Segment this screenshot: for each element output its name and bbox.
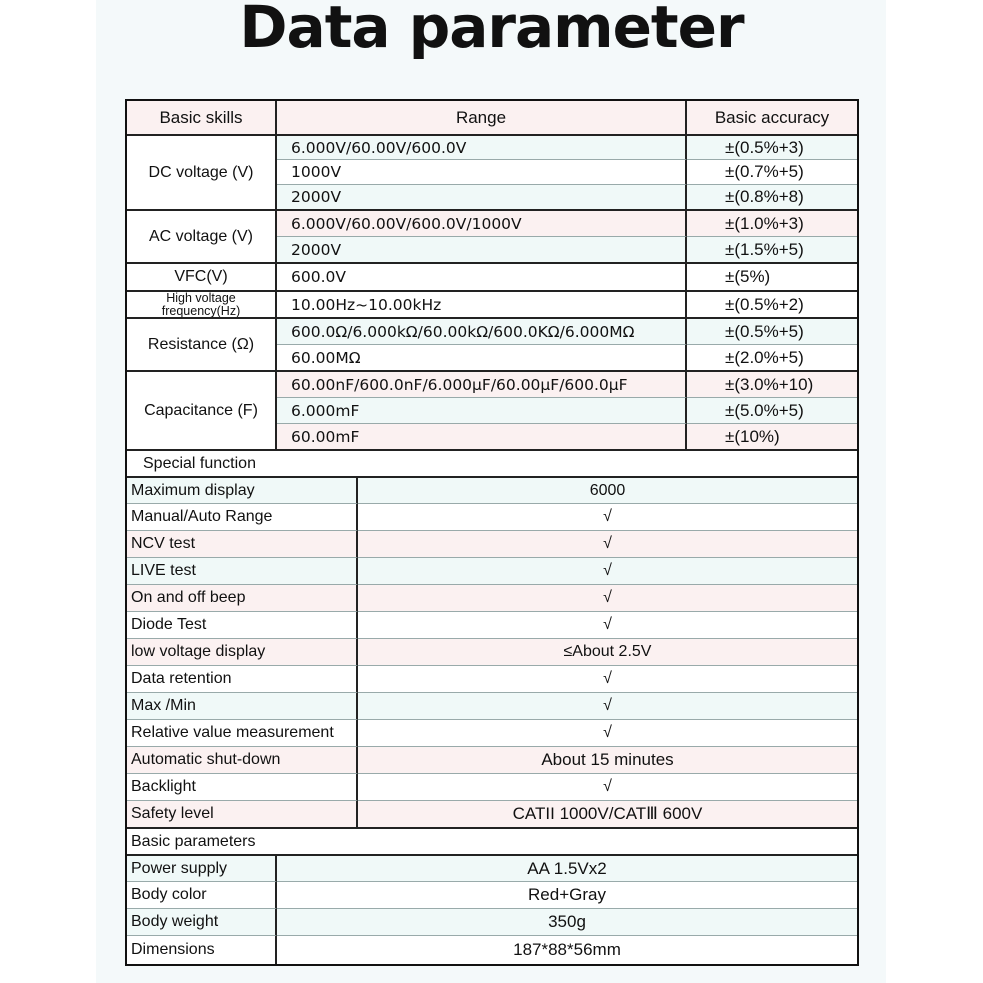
special-value: CATII 1000V/CATⅢ 600V	[358, 800, 857, 827]
group-capacitance: Capacitance (F)	[127, 370, 277, 449]
special-label: Max /Min	[127, 692, 358, 719]
range-cell: 10.00Hz~10.00kHz	[277, 290, 687, 317]
special-value: √	[358, 584, 857, 611]
special-label: Maximum display	[127, 476, 358, 503]
accuracy-cell: ±(3.0%+10)	[687, 370, 857, 397]
basic-value: 350g	[277, 908, 857, 935]
special-value: √	[358, 530, 857, 557]
special-value: √	[358, 503, 857, 530]
accuracy-cell: ±(1.5%+5)	[687, 236, 857, 262]
basic-value: 187*88*56mm	[277, 935, 857, 964]
spec-table	[125, 99, 859, 966]
special-label: NCV test	[127, 530, 358, 557]
basic-label: Body weight	[127, 908, 277, 935]
accuracy-cell: ±(0.5%+5)	[687, 317, 857, 344]
basic-label: Dimensions	[127, 935, 277, 964]
special-label: low voltage display	[127, 638, 358, 665]
basic-value: AA 1.5Vx2	[277, 854, 857, 881]
special-label: Manual/Auto Range	[127, 503, 358, 530]
basic-label: Body color	[127, 881, 277, 908]
group-vfc: VFC(V)	[127, 262, 277, 290]
special-value: About 15 minutes	[358, 746, 857, 773]
header-basic-skills: Basic skills	[127, 101, 277, 134]
header-accuracy: Basic accuracy	[687, 101, 857, 134]
group-dc-voltage: DC voltage (V)	[127, 134, 277, 209]
basic-label: Power supply	[127, 854, 277, 881]
accuracy-cell: ±(10%)	[687, 423, 857, 449]
accuracy-cell: ±(0.5%+3)	[687, 134, 857, 159]
accuracy-cell: ±(0.8%+8)	[687, 184, 857, 209]
special-value: √	[358, 557, 857, 584]
special-label: Backlight	[127, 773, 358, 800]
special-value: √	[358, 719, 857, 746]
group-ac-voltage: AC voltage (V)	[127, 209, 277, 262]
special-label: On and off beep	[127, 584, 358, 611]
special-value: √	[358, 611, 857, 638]
group-resistance: Resistance (Ω)	[127, 317, 277, 370]
basic-value: Red+Gray	[277, 881, 857, 908]
range-cell: 600.0V	[277, 262, 687, 290]
special-value: √	[358, 773, 857, 800]
special-value: ≤About 2.5V	[358, 638, 857, 665]
accuracy-cell: ±(5%)	[687, 262, 857, 290]
range-cell: 2000V	[277, 184, 687, 209]
special-label: Automatic shut-down	[127, 746, 358, 773]
header-range: Range	[277, 101, 687, 134]
range-cell: 6.000V/60.00V/600.0V/1000V	[277, 209, 687, 236]
page-title: Data parameter	[239, 0, 744, 61]
special-value: √	[358, 692, 857, 719]
range-cell: 60.00MΩ	[277, 344, 687, 370]
accuracy-cell: ±(5.0%+5)	[687, 397, 857, 423]
accuracy-cell: ±(1.0%+3)	[687, 209, 857, 236]
special-value: 6000	[358, 476, 857, 503]
accuracy-cell: ±(0.5%+2)	[687, 290, 857, 317]
special-label: Data retention	[127, 665, 358, 692]
range-cell: 60.00nF/600.0nF/6.000µF/60.00µF/600.0µF	[277, 370, 687, 397]
special-label: LIVE test	[127, 557, 358, 584]
special-label: Safety level	[127, 800, 358, 827]
range-cell: 600.0Ω/6.000kΩ/60.00kΩ/600.0KΩ/6.000MΩ	[277, 317, 687, 344]
special-label: Relative value measurement	[127, 719, 358, 746]
special-value: √	[358, 665, 857, 692]
special-function-title: Special function	[127, 449, 857, 476]
range-cell: 6.000mF	[277, 397, 687, 423]
basic-parameters-title: Basic parameters	[127, 827, 857, 854]
special-label: Diode Test	[127, 611, 358, 638]
range-cell: 6.000V/60.00V/600.0V	[277, 134, 687, 159]
accuracy-cell: ±(2.0%+5)	[687, 344, 857, 370]
accuracy-cell: ±(0.7%+5)	[687, 159, 857, 184]
group-high-voltage-frequency: High voltage frequency(Hz)	[127, 290, 277, 317]
range-cell: 60.00mF	[277, 423, 687, 449]
range-cell: 1000V	[277, 159, 687, 184]
range-cell: 2000V	[277, 236, 687, 262]
